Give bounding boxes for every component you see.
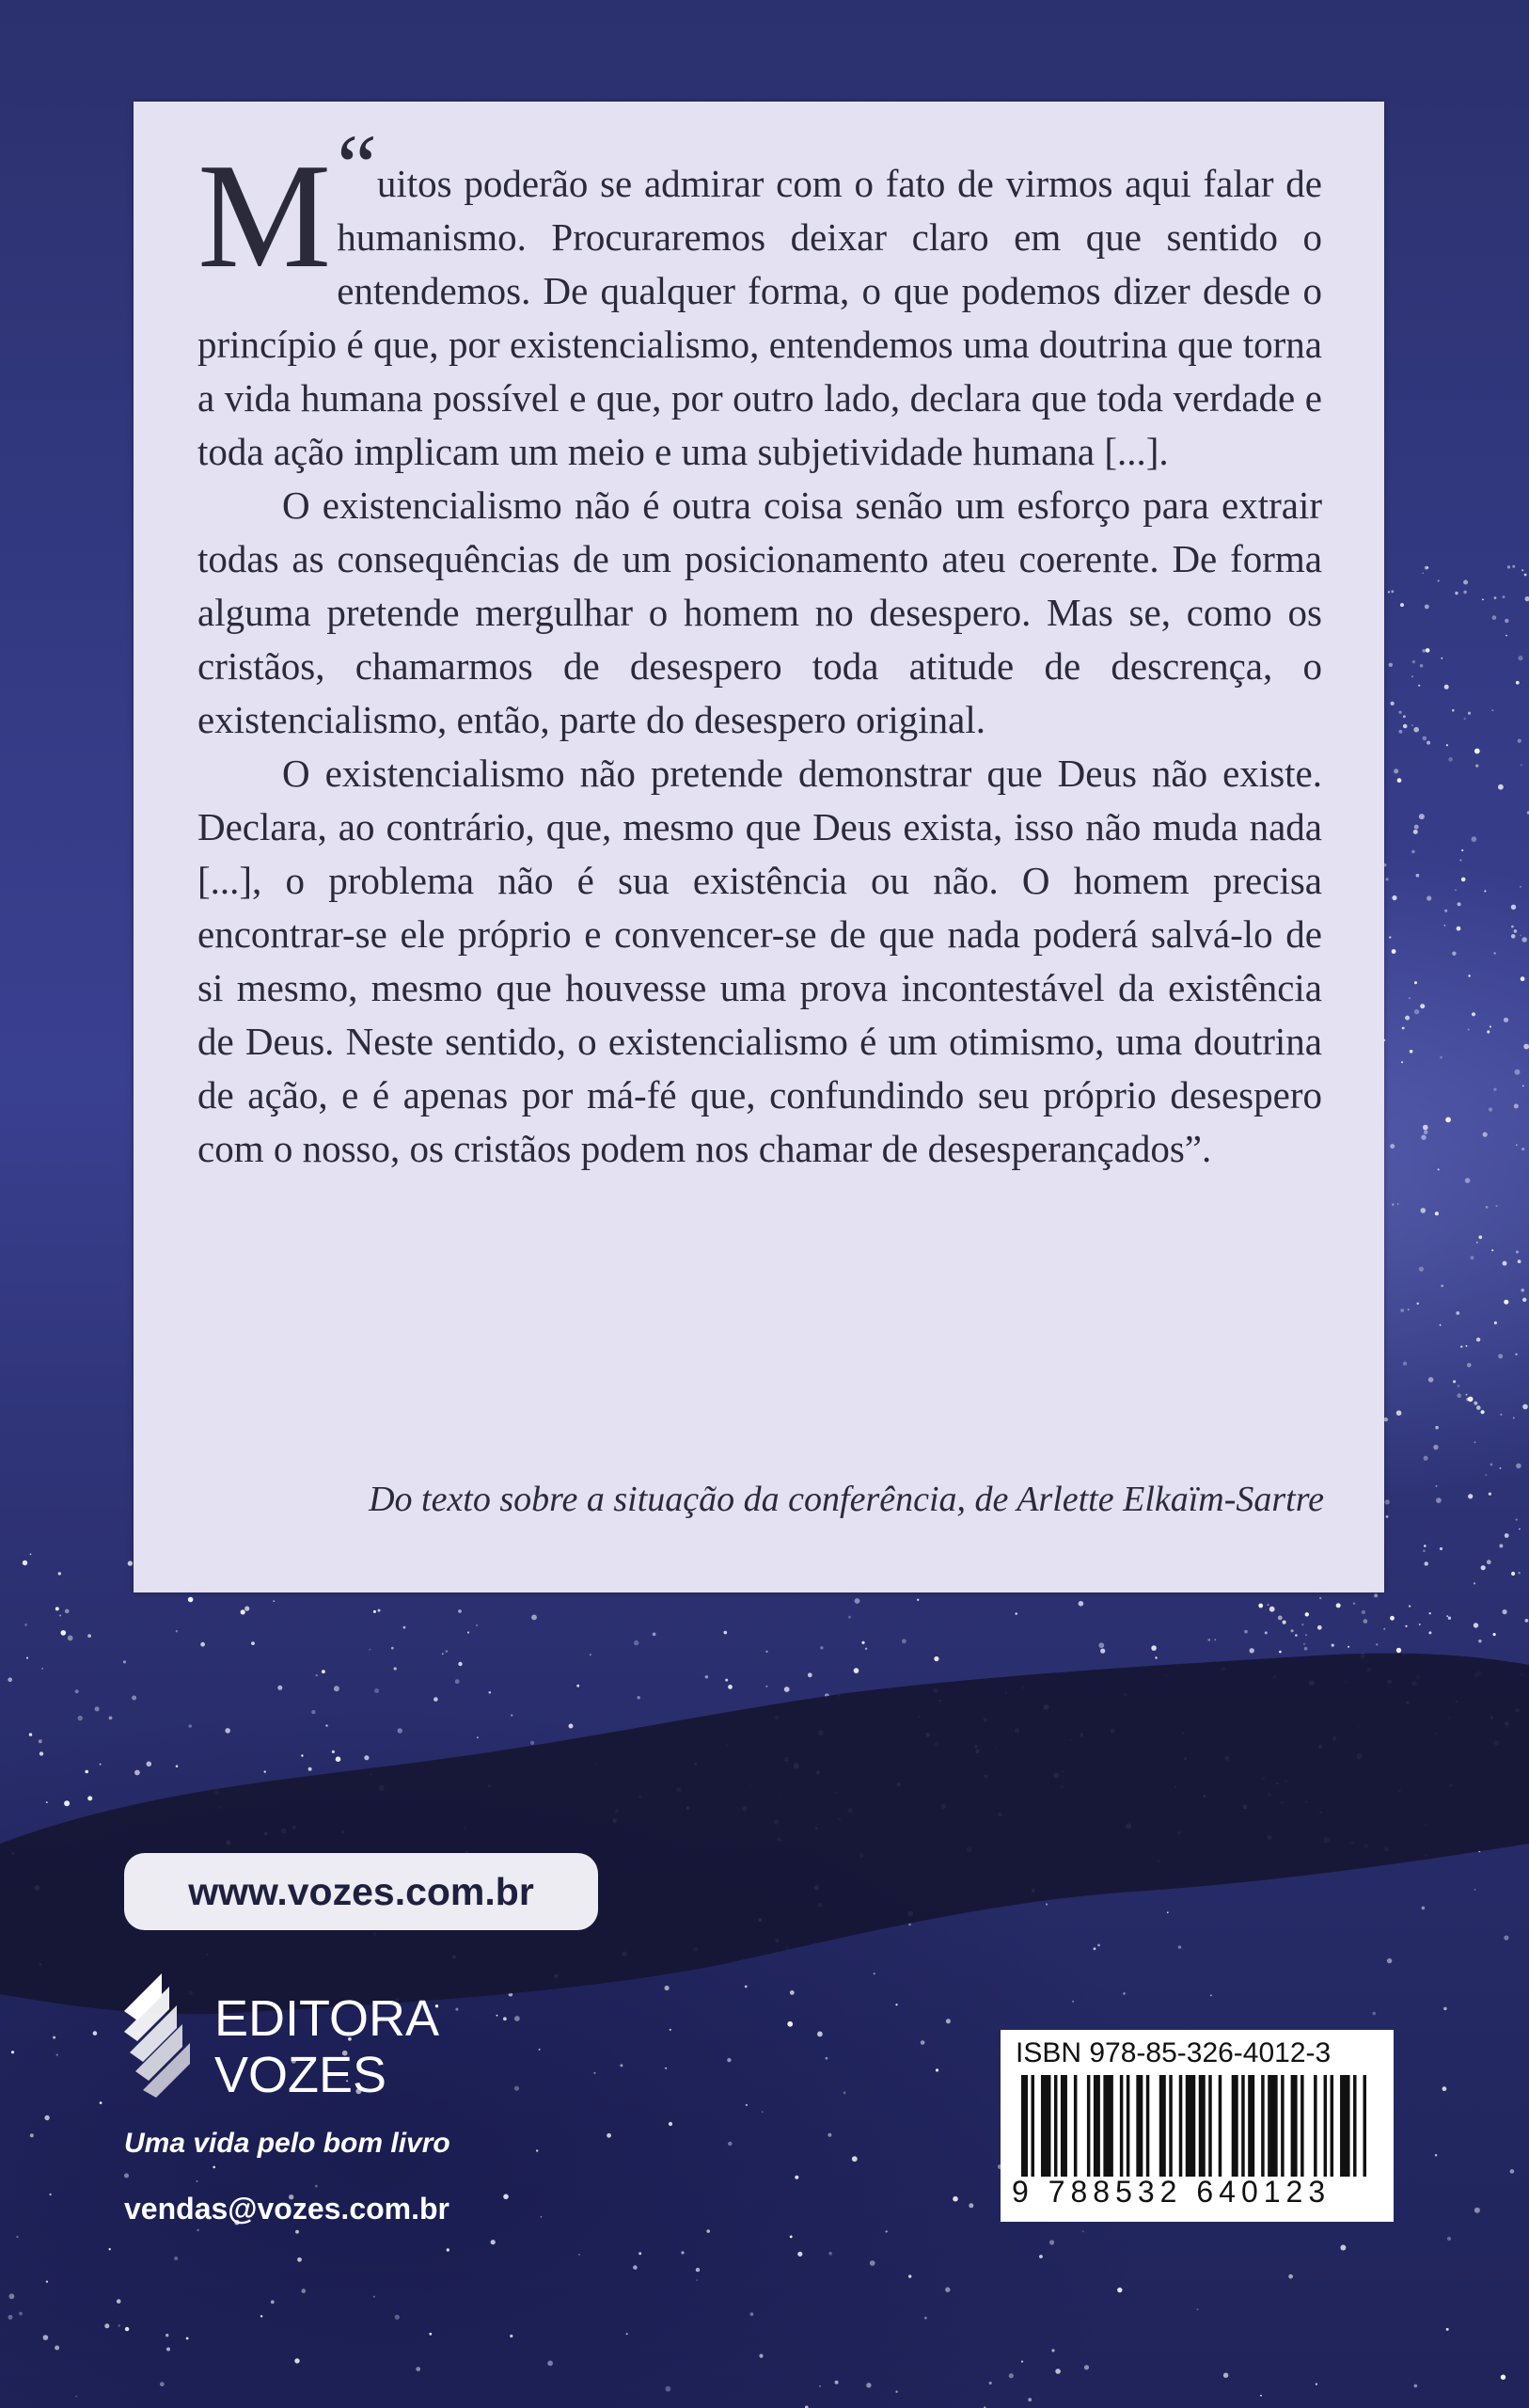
barcode-bar — [1136, 2075, 1143, 2177]
barcode-bar — [1054, 2075, 1058, 2177]
isbn-barcode — [1001, 2030, 1394, 2222]
barcode-bar — [1232, 2075, 1238, 2177]
quote-attribution: Do texto sobre a situação da conferência, de Arlette Elkaïm-Sartre — [369, 1480, 1324, 1519]
barcode-bar — [1291, 2075, 1298, 2177]
barcode-bar — [1340, 2075, 1349, 2177]
website-link[interactable]: www.vozes.com.br — [124, 1853, 598, 1930]
barcode-bar — [1021, 2075, 1028, 2177]
barcode-bar — [1169, 2075, 1173, 2177]
quote-paragraph-2: O existencialismo não é outra coisa senão um esforço para extrair todas as consequências de um posicionamento ateu coerente. De forma alguma pretende mergulhar o homem no desespero. Mas se, como os cristãos, chamarmos de desespero toda atitude de descrença, o existencialismo, então, parte do desespero original. — [197, 483, 1322, 741]
barcode-bar — [1087, 2075, 1091, 2177]
barcode-bar — [1179, 2075, 1183, 2177]
open-quote-mark: “ — [337, 116, 377, 216]
quote-paragraph-1 — [197, 116, 1322, 479]
sales-email-link[interactable]: vendas@vozes.com.br — [124, 2192, 449, 2226]
barcode-bar — [1314, 2075, 1317, 2177]
barcode-bar — [1248, 2075, 1254, 2177]
barcode-bar — [1208, 2075, 1212, 2177]
barcode-digits: 9 788532 640123 — [1012, 2175, 1332, 2209]
barcode-bar — [1127, 2075, 1130, 2177]
barcode-bar — [1103, 2075, 1112, 2177]
barcode-bar — [1261, 2075, 1265, 2177]
barcode-bar — [1186, 2075, 1195, 2177]
barcode-bar — [1041, 2075, 1050, 2177]
barcode-bar — [1031, 2075, 1034, 2177]
barcode-bar — [1363, 2075, 1367, 2177]
barcode-bar — [1061, 2075, 1067, 2177]
quote-paragraph-3: O existencialismo não pretende demonstrar que Deus não existe. Declara, ao contrário, que, mesmo que Deus exista, isso não muda nada [...], o problema não é sua existência ou não. O homem precisa encontrar-se ele próprio e convencer-se de que nada poderá salvá-lo de si mesmo, mesmo que houvesse uma prova incontestável da existência de Deus. Neste sentido, o existencialismo é um otimismo, uma doutrina de ação, e é apenas por má-fé que, confundindo seu próprio desespero com o nosso, os cristãos podem nos chamar de desesperançados”. — [197, 752, 1322, 1170]
publisher-tagline: Uma vida pelo bom livro — [124, 2128, 450, 2159]
barcode-bar — [1094, 2075, 1100, 2177]
barcode-bar — [1268, 2075, 1277, 2177]
isbn-label: ISBN 978-85-326-4012-3 — [1016, 2037, 1332, 2068]
publisher-name-line2: VOZES — [214, 2047, 387, 2103]
quote-panel — [134, 102, 1384, 1592]
publisher-logo — [124, 1973, 481, 2171]
quote-text — [197, 116, 1322, 1176]
barcode-bar — [1353, 2075, 1357, 2177]
barcode-bar — [1241, 2075, 1245, 2177]
quote-paragraph-1-text: uitos poderão se admirar com o fato de virmos aqui falar de humanismo. Procuraremos deixar claro em que sentido o entendemos. De qualquer forma, o que podemos dizer desde o princípio é que, por existencialismo, entendemos uma doutrina que torna a vida humana possível e que, por outro lado, declara que toda verdade e toda ação implicam um meio e uma subjetividade humana [...]. — [197, 162, 1322, 473]
barcode-bar — [1300, 2075, 1304, 2177]
barcode-bar — [1331, 2075, 1334, 2177]
barcode-bar — [1159, 2075, 1166, 2177]
publisher-logo-icon — [124, 1973, 205, 2115]
barcode-bar — [1199, 2075, 1206, 2177]
barcode-bar — [1281, 2075, 1285, 2177]
barcode-bar — [1120, 2075, 1124, 2177]
dropcap-letter: M — [197, 132, 332, 299]
barcode-bar — [1074, 2075, 1078, 2177]
barcode-bar — [1324, 2075, 1328, 2177]
barcode-bars — [1021, 2075, 1373, 2177]
barcode-bar — [1219, 2075, 1222, 2177]
publisher-name-line1: EDITORA — [214, 1990, 440, 2047]
barcode-bar — [1146, 2075, 1150, 2177]
